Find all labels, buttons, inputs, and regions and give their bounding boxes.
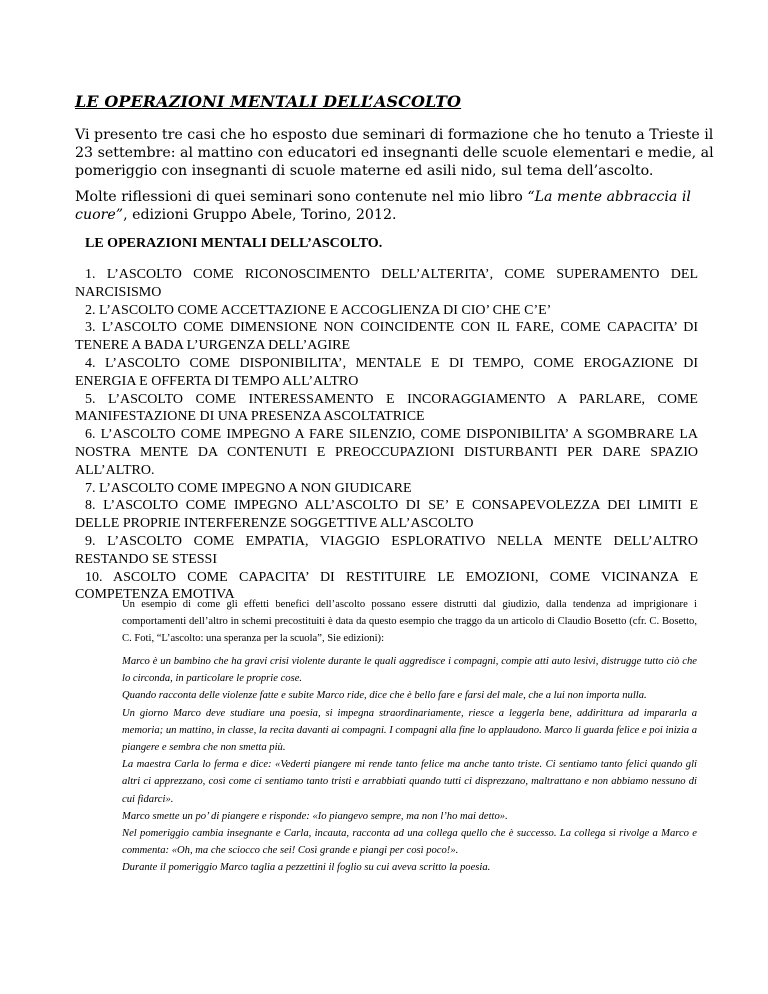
operation-item: 8. L’ASCOLTO COME IMPEGNO ALL’ASCOLTO DI SE’ E CONSAPEVOLEZZA DEI LIMITI E DELLE PROPRIE INTERFERENZE SOGGETTIVE ALL’ASCOLTO [75, 498, 698, 532]
section-subtitle: LE OPERAZIONI MENTALI DELL’ASCOLTO. [85, 236, 383, 251]
story-paragraph: Quando racconta delle violenze fatte e subite Marco ride, dice che è bello fare e farsi del male, che a lui non importa nulla. [122, 690, 647, 702]
operation-item: 9. L’ASCOLTO COME EMPATIA, VIAGGIO ESPLORATIVO NELLA MENTE DELL’ALTRO RESTANDO SE STESSI [75, 533, 698, 567]
operation-item: 3. L’ASCOLTO COME DIMENSIONE NON COINCIDENTE CON IL FARE, COME CAPACITA’ DI TENERE A BADA L’URGENZA DELL’AGIRE [75, 320, 698, 354]
story-paragraph: Durante il pomeriggio Marco taglia a pezzettini il foglio su cui aveva scritto la poesia. [122, 862, 491, 874]
book-title: “La mente abbraccia il cuore” [75, 189, 691, 223]
operation-item: 6. L’ASCOLTO COME IMPEGNO A FARE SILENZIO, COME DISPONIBILITA’ A SGOMBRARE LA NOSTRA MENTE DA CONTENUTI E PREOCCUPAZIONI DISTURBANTI PER DARE SPAZIO ALL’ALTRO. [75, 427, 698, 478]
story-paragraph: La maestra Carla lo ferma e dice: «Vederti piangere mi rende tanto felice ma anche tanto triste. Ci sentiamo tanto felici quando gli altri ci apprezzano, così come ci sentiamo tanto tristi e arrabbiati quando tutti ci disprezzano, maltrattano e non abbiamo nessuno di cui fidarci». [122, 759, 697, 805]
intro-paragraph: Vi presento tre casi che ho esposto due seminari di formazione che ho tenuto a Trieste il 23 settembre: al mattino con educatori ed insegnanti delle scuole elementari e medie, al pomeriggio con insegnanti di scuole materne ed asili nido, sul tema dell’ascolto. [75, 127, 714, 179]
story-paragraph: Marco è un bambino che ha gravi crisi violente durante le quali aggredisce i compagni, compie atti auto lesivi, distrugge tutto ciò che lo circonda, in particolare le proprie cose. [122, 656, 697, 685]
book-reference-suffix: , edizioni Gruppo Abele, Torino, 2012. [123, 207, 397, 223]
operation-item: 2. L’ASCOLTO COME ACCETTAZIONE E ACCOGLIENZA DI CIO’ CHE C’E’ [85, 302, 552, 318]
operation-item: 4. L’ASCOLTO COME DISPONIBILITA’, MENTALE E DI TEMPO, COME EROGAZIONE DI ENERGIA E OFFERTA DI TEMPO ALL’ALTRO [75, 355, 698, 389]
story-paragraph: Marco smette un po’ di piangere e risponde: «Io piangevo sempre, ma non l’ho mai detto». [122, 810, 508, 822]
story-paragraph: Nel pomeriggio cambia insegnante e Carla, incauta, racconta ad una collega quello che è successo. La collega si rivolge a Marco e commenta: «Oh, ma che sciocco che sei! Così grande e piangi per così poco!». [122, 828, 697, 857]
example-story [122, 653, 697, 877]
story-paragraph: Un giorno Marco deve studiare una poesia, si impegna straordinariamente, riesce a leggerla bene, addirittura ad impararla a memoria; un mattino, in classe, la recita davanti ai compagni. I compagni alla fine lo applaudono. Marco li guarda felice e poi inizia a piangere e sembra che non smetta più. [122, 707, 697, 754]
operations-list [75, 266, 698, 604]
document-title: LE OPERAZIONI MENTALI DELL’ASCOLTO [75, 92, 462, 111]
book-reference-prefix: Molte riflessioni di quei seminari sono contenute nel mio libro [75, 189, 528, 205]
operation-item: 5. L’ASCOLTO COME INTERESSAMENTO E INCORAGGIAMENTO A PARLARE, COME MANIFESTAZIONE DI UNA PRESENZA ASCOLTATRICE [75, 391, 698, 425]
book-reference-paragraph [75, 188, 715, 224]
example-introduction: Un esempio di come gli effetti benefici dell’ascolto possano essere distrutti dal giudizio, dalla tendenza ad imprigionare i comportamenti dell’altro in schemi precostituiti è data da questo esempio che traggo da un articolo di Claudio Bosetto (cfr. C. Bosetto, C. Foti, “L’ascolto: una speranza per la scuola”, Sie edizioni): [122, 599, 697, 645]
operation-item: 7. L’ASCOLTO COME IMPEGNO A NON GIUDICARE [85, 480, 412, 496]
operation-item: 10. ASCOLTO COME CAPACITA’ DI RESTITUIRE LE EMOZIONI, COME VICINANZA E COMPETENZA EMOTIVA [75, 569, 698, 603]
operation-item: 1. L’ASCOLTO COME RICONOSCIMENTO DELL’ALTERITA’, COME SUPERAMENTO DEL NARCISISMO [75, 267, 698, 300]
